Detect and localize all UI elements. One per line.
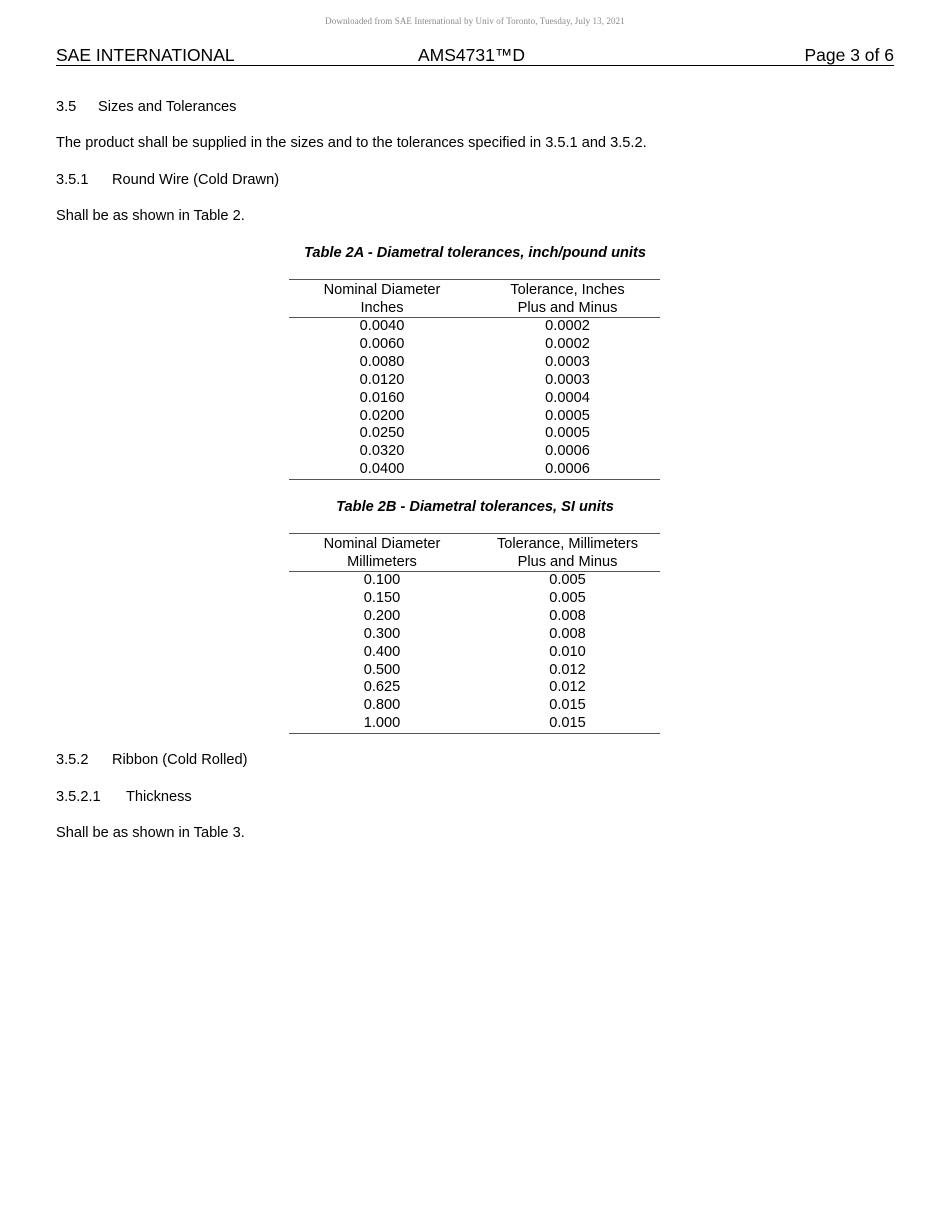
table-2b	[289, 533, 660, 734]
table-header-cell: Nominal Diameter	[289, 534, 475, 554]
section-3-5-heading	[56, 98, 236, 116]
table-row	[289, 443, 660, 461]
diameter-cell: 0.625	[363, 679, 401, 696]
tolerance-cell: 0.0003	[545, 353, 590, 370]
section-3-5-paragraph: The product shall be supplied in the sizes and to the tolerances specified in 3.5.1 and 3.5.2.	[56, 135, 647, 151]
diameter-cell: 0.300	[363, 625, 401, 642]
diameter-cell: 0.400	[363, 643, 401, 660]
tolerance-cell: 0.0003	[545, 371, 590, 388]
diameter-cell: 0.0160	[359, 389, 405, 406]
table-header-cell: Nominal Diameter	[289, 280, 475, 300]
tolerance-cell: 0.0005	[545, 407, 590, 424]
section-3-5-2-1-paragraph: Shall be as shown in Table 3.	[56, 825, 245, 841]
section-title: Ribbon (Cold Rolled)	[112, 752, 248, 768]
section-number: 3.5	[56, 99, 77, 115]
table-header-cell: Plus and Minus	[475, 299, 660, 318]
section-3-5-1-heading	[56, 171, 279, 189]
section-number: 3.5.1	[56, 172, 89, 188]
section-3-5-2-heading	[56, 751, 247, 769]
tolerance-cell: 0.0005	[545, 425, 590, 442]
table-row	[289, 697, 660, 715]
tolerance-cell: 0.010	[549, 643, 586, 660]
tolerance-cell: 0.015	[475, 715, 660, 733]
diameter-cell: 1.000	[289, 715, 475, 733]
diameter-cell: 0.0250	[359, 425, 405, 442]
tolerance-cell: 0.0004	[545, 389, 590, 406]
tolerance-cell: 0.0002	[545, 335, 590, 352]
diameter-cell: 0.0200	[359, 407, 405, 424]
page-header	[56, 44, 894, 66]
table-row	[289, 425, 660, 443]
diameter-cell: 0.0060	[359, 335, 405, 352]
table-header-cell: Tolerance, Millimeters	[475, 534, 660, 554]
table-row	[289, 372, 660, 390]
section-3-5-1-paragraph: Shall be as shown in Table 2.	[56, 208, 245, 224]
section-number: 3.5.2.1	[56, 789, 101, 805]
table-header-cell: Millimeters	[289, 553, 475, 572]
table-row	[289, 336, 660, 354]
table-row	[289, 318, 660, 336]
diameter-cell: 0.150	[363, 589, 401, 606]
table-header-cell: Plus and Minus	[475, 553, 660, 572]
table-2a-caption: Table 2A - Diametral tolerances, inch/pound units	[304, 245, 646, 261]
section-number: 3.5.2	[56, 752, 89, 768]
header-org: SAE INTERNATIONAL	[56, 45, 235, 65]
tolerance-cell: 0.005	[549, 572, 586, 588]
tolerance-cell: 0.012	[549, 679, 586, 696]
tolerance-cell: 0.008	[549, 625, 586, 642]
diameter-cell: 0.800	[363, 697, 401, 714]
table-row	[289, 461, 660, 479]
tolerance-cell: 0.012	[549, 661, 586, 678]
diameter-cell: 0.0080	[359, 353, 405, 370]
diameter-cell: 0.0120	[359, 371, 405, 388]
table-2b-caption: Table 2B - Diametral tolerances, SI units	[336, 499, 614, 515]
table-2a	[289, 279, 660, 480]
diameter-cell: 0.200	[363, 607, 401, 624]
diameter-cell: 0.0400	[289, 461, 475, 479]
table-header-cell: Inches	[289, 299, 475, 318]
section-title: Sizes and Tolerances	[98, 99, 237, 115]
table-row	[289, 390, 660, 408]
table-row	[289, 679, 660, 697]
tolerance-cell: 0.0002	[545, 318, 590, 334]
tolerance-cell: 0.0006	[545, 443, 590, 460]
diameter-cell: 0.500	[363, 661, 401, 678]
table-row	[289, 572, 660, 590]
section-title: Thickness	[126, 789, 192, 805]
tolerance-cell: 0.005	[549, 589, 586, 606]
table-row	[289, 408, 660, 426]
diameter-cell: 0.0320	[359, 443, 405, 460]
section-title: Round Wire (Cold Drawn)	[112, 172, 280, 188]
table-row	[289, 608, 660, 626]
table-row	[289, 715, 660, 733]
tolerance-cell: 0.008	[549, 607, 586, 624]
section-3-5-2-1-heading	[56, 788, 192, 806]
table-row	[289, 354, 660, 372]
tolerance-cell: 0.0006	[475, 461, 660, 479]
table-header-cell: Tolerance, Inches	[475, 280, 660, 300]
tolerance-cell: 0.015	[549, 697, 586, 714]
table-row	[289, 626, 660, 644]
header-doc-number: AMS4731™D	[418, 45, 525, 65]
diameter-cell: 0.0040	[359, 318, 405, 334]
table-row	[289, 662, 660, 680]
table-row	[289, 644, 660, 662]
header-page-number: Page 3 of 6	[804, 45, 894, 65]
diameter-cell: 0.100	[363, 572, 401, 588]
table-row	[289, 590, 660, 608]
download-watermark: Downloaded from SAE International by Univ of Toronto, Tuesday, July 13, 2021	[325, 16, 625, 26]
